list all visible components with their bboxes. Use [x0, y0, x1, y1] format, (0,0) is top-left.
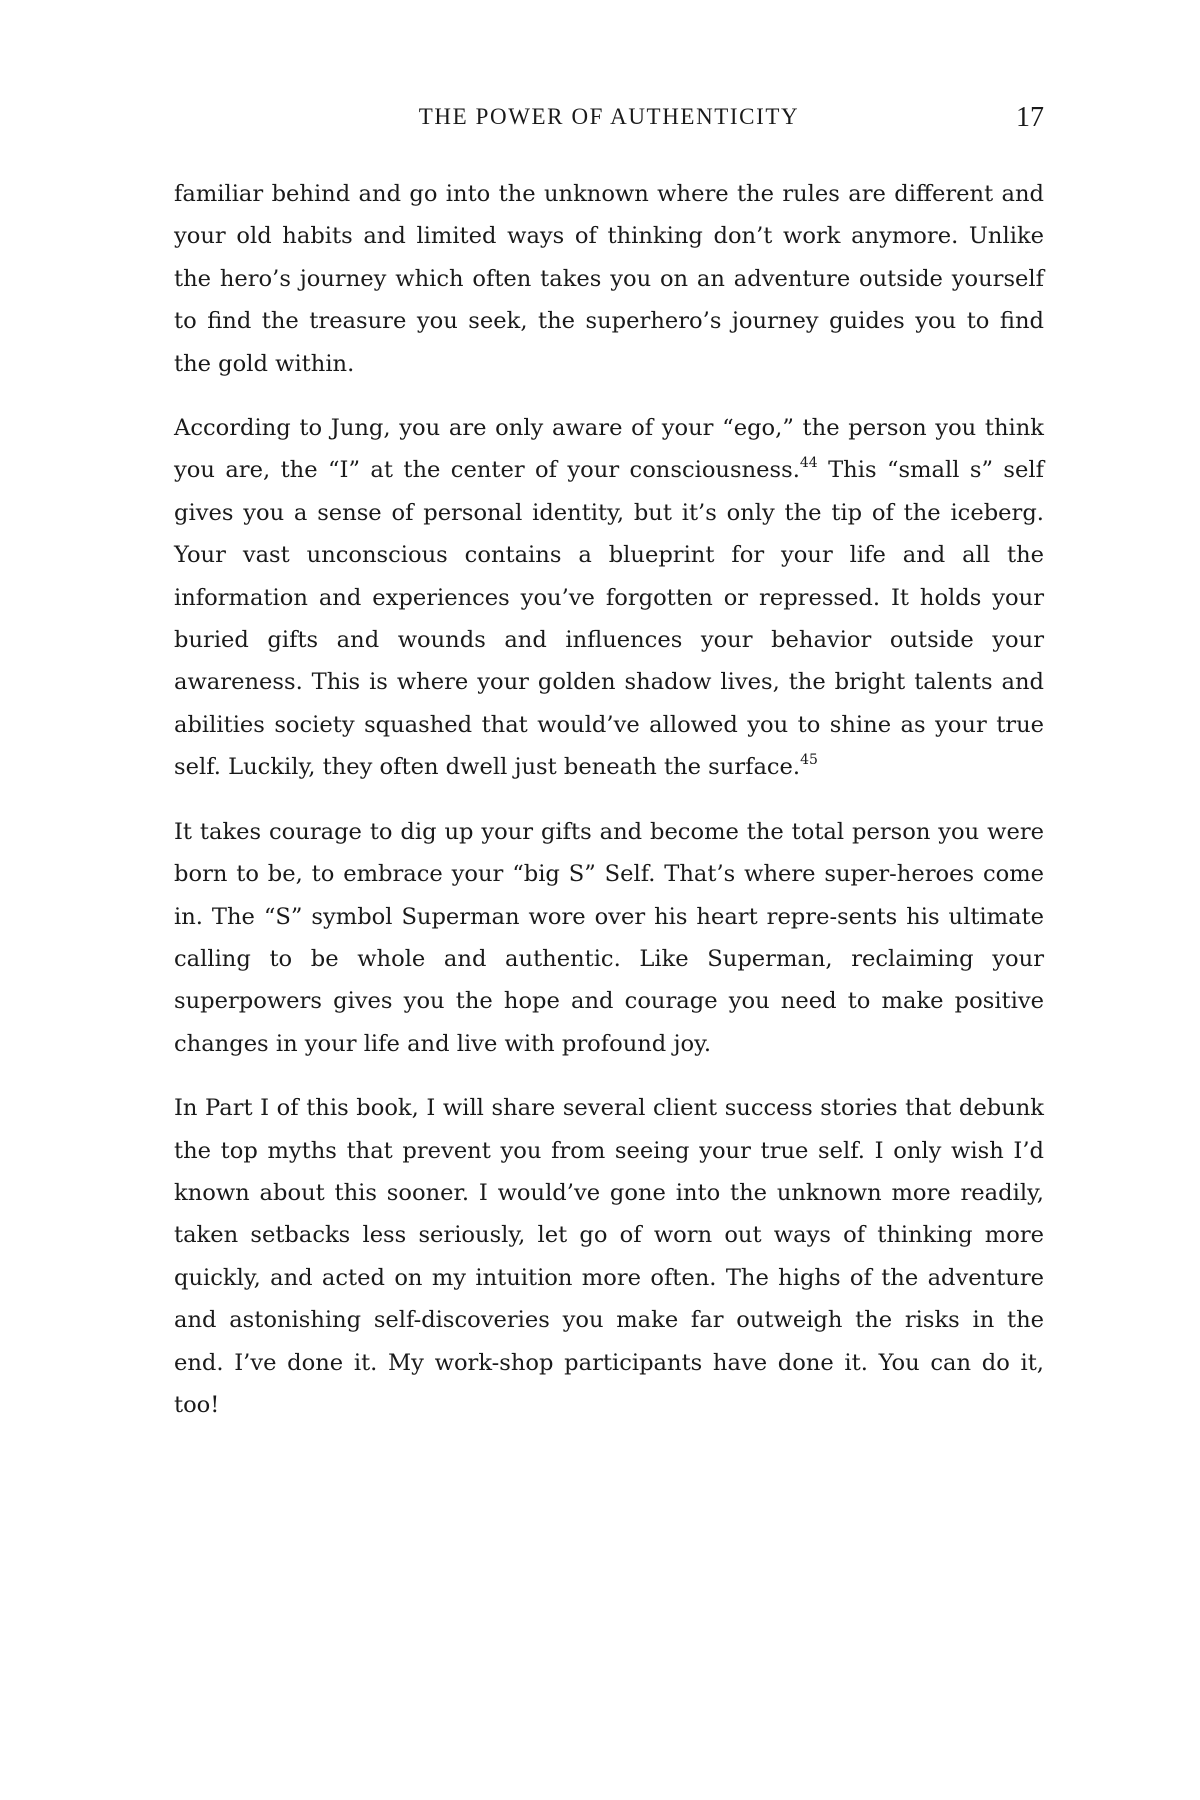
paragraph-4: [174, 1087, 1044, 1426]
paragraph-1: [174, 173, 1044, 385]
paragraph-2: [174, 407, 1044, 789]
paragraph-text: This “small s” self gives you a sense of personal identity, but it’s only the tip of the iceberg. Your vast unconscious contains a blueprint for your life and all the information and experiences you’ve forgotten or repressed. It holds your buried gifts and wounds and influences your behavior outside your awareness. This is where your golden shadow lives, the bright talents and abilities society squashed that would’ve allowed you to shine as your true self. Luckily, they often dwell just beneath the surface.: [174, 457, 1044, 781]
paragraph-text: familiar behind and go into the unknown where the rules are different and your old habits and limited ways of thinking don’t work anymore. Unlike the hero’s journey which often takes you on an adventure outside yourself to find the treasure you seek, the superhero’s journey guides you to find the gold within.: [174, 181, 1044, 377]
footnote-ref-45[interactable]: 45: [800, 751, 818, 768]
body-text: [174, 173, 1044, 1448]
footnote-ref-44[interactable]: 44: [799, 454, 818, 471]
running-header: [174, 104, 1044, 144]
paragraph-text: According to Jung, you are only aware of your “ego,” the person you think you are, the “I” at the center of your consciousness.: [174, 415, 1044, 484]
paragraph-3: [174, 811, 1044, 1065]
paragraph-text: In Part I of this book, I will share several client success stories that debunk the top myths that prevent you from seeing your true self. I only wish I’d known about this sooner. I would’ve gone into the unknown more readily, taken setbacks less seriously, let go of worn out ways of thinking more quickly, and acted on my intuition more often. The highs of the adventure and astonishing self-discoveries you make far outweigh the risks in the end. I’ve done it. My work-shop participants have done it. You can do it, too!: [174, 1095, 1044, 1418]
page-number: 17: [1016, 102, 1044, 133]
running-title: THE POWER OF AUTHENTICITY: [418, 104, 800, 129]
paragraph-text: It takes courage to dig up your gifts and become the total person you were born to be, to embrace your “big S” Self. That’s where super-heroes come in. The “S” symbol Superman wore over his heart repre-sents his ultimate calling to be whole and authentic. Like Superman, reclaiming your superpowers gives you the hope and courage you need to make positive changes in your life and live with profound joy.: [174, 818, 1044, 1057]
